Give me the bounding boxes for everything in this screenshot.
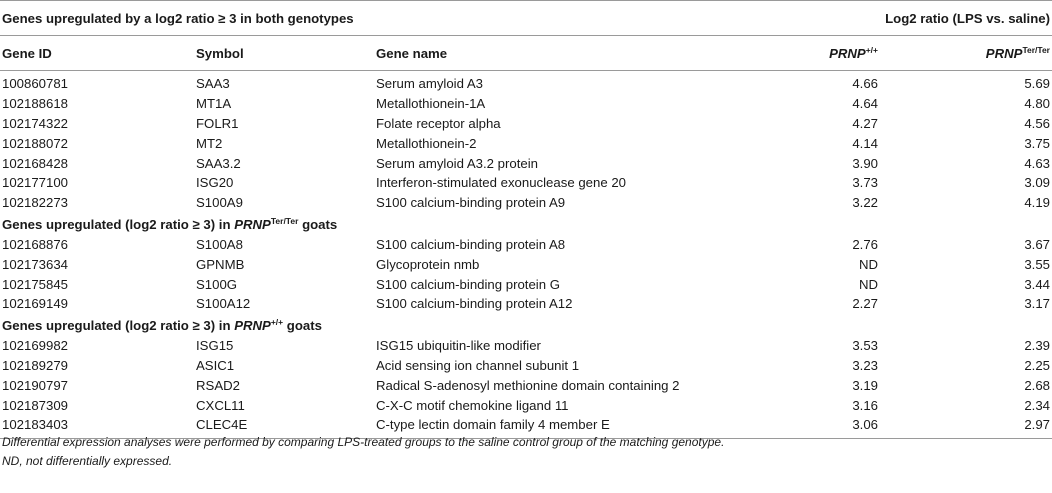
log2-wt-cell: 3.53 [852, 338, 878, 354]
gene-id-cell: 102169982 [2, 338, 69, 354]
log2-ter-cell: 2.25 [1024, 357, 1050, 373]
table-row [0, 71, 1052, 94]
log2-wt-cell: 4.14 [852, 135, 878, 151]
section-ter-title-suffix: goats [298, 216, 338, 232]
log2-ter-cell: 2.68 [1024, 377, 1050, 393]
gene-name-cell: Metallothionein-1A [376, 96, 486, 112]
table-header-top [0, 1, 1052, 36]
section-ter-title-prefix: Genes upregulated (log2 ratio ≥ 3) in [2, 216, 235, 232]
section-wt-title-row [0, 314, 1052, 336]
gene-id-cell: 102174322 [2, 115, 69, 131]
log2-ter-cell: 3.55 [1024, 256, 1050, 272]
ratio-header: Log2 ratio (LPS vs. saline) [758, 1, 1052, 36]
symbol-cell: RSAD2 [196, 377, 240, 393]
section-wt-title-suffix: goats [283, 317, 322, 333]
gene-id-cell: 102182273 [2, 195, 69, 211]
table-row [0, 94, 1052, 114]
log2-ter-cell: 2.34 [1024, 397, 1050, 413]
symbol-cell: CXCL11 [196, 397, 245, 413]
gene-name-cell: S100 calcium-binding protein A12 [376, 296, 573, 312]
log2-ter-cell: 4.19 [1024, 195, 1050, 211]
log2-wt-cell: 4.66 [852, 76, 878, 92]
table-row [0, 114, 1052, 134]
table-row [0, 336, 1052, 356]
section-wt-title-sup: +/+ [270, 316, 284, 327]
table-row [0, 193, 1052, 213]
log2-wt-cell: 2.27 [852, 296, 878, 312]
col-header-symbol: Symbol [194, 36, 374, 71]
section-ter-rows [0, 235, 1052, 314]
table-row [0, 294, 1052, 314]
log2-wt-cell: 2.76 [852, 236, 878, 252]
symbol-cell: MT1A [196, 96, 232, 112]
log2-wt-cell: 3.23 [852, 357, 878, 373]
log2-wt-cell: 4.27 [852, 115, 878, 131]
gene-id-cell: 102188618 [2, 96, 69, 112]
log2-wt-cell: ND [858, 276, 878, 292]
gene-name-cell: Metallothionein-2 [376, 135, 477, 151]
table-row [0, 173, 1052, 193]
footnote-method: Differential expression analyses were performed by comparing LPS-treated groups to the saline control group of the matching genotype. [2, 435, 725, 449]
log2-wt-cell: 3.19 [852, 377, 878, 393]
log2-ter-cell: 3.44 [1024, 276, 1050, 292]
gene-id-cell: 102173634 [2, 256, 69, 272]
log2-ter-cell: 2.97 [880, 415, 1052, 438]
gene-name-cell: Serum amyloid A3.2 protein [376, 155, 538, 171]
symbol-cell: S100A9 [196, 195, 243, 211]
col-header-prnp-wt-sup: +/+ [865, 45, 878, 55]
gene-name-cell: S100 calcium-binding protein G [376, 276, 560, 292]
section-wt-title-gene: PRNP [234, 317, 271, 333]
gene-name-cell: S100 calcium-binding protein A9 [376, 195, 566, 211]
log2-ter-cell: 3.17 [1024, 296, 1050, 312]
section-wt-rows [0, 336, 1052, 438]
log2-ter-cell: 4.56 [1024, 115, 1050, 131]
symbol-cell: S100A12 [196, 296, 251, 312]
table-title: Genes upregulated by a log2 ratio ≥ 3 in both genotypes [0, 1, 758, 36]
gene-name-cell: Radical S-adenosyl methionine domain containing 2 [376, 377, 680, 393]
table-row [0, 153, 1052, 173]
log2-ter-cell: 2.39 [1024, 338, 1050, 354]
log2-ter-cell: 4.80 [1024, 96, 1050, 112]
col-header-prnp-ter-base: PRNP [985, 46, 1023, 61]
section-wt-title [0, 314, 1052, 336]
gene-name-cell: S100 calcium-binding protein A8 [376, 236, 566, 252]
gene-name-cell: Acid sensing ion channel subunit 1 [376, 357, 580, 373]
gene-id-cell: 102168428 [2, 155, 69, 171]
table-row [0, 133, 1052, 153]
col-header-gene-name: Gene name [374, 36, 758, 71]
section-ter-title-row [0, 213, 1052, 235]
table-row [0, 254, 1052, 274]
table-row [0, 274, 1052, 294]
section-wt-header [0, 314, 1052, 336]
section-ter-title-sup: Ter/Ter [270, 215, 299, 226]
gene-name-cell: Folate receptor alpha [376, 115, 501, 131]
log2-ter-cell: 3.67 [1024, 236, 1050, 252]
gene-name-cell: C-type lectin domain family 4 member E [374, 415, 758, 438]
col-header-gene-id: Gene ID [0, 36, 194, 71]
gene-name-cell: Serum amyloid A3 [376, 76, 484, 92]
symbol-cell: GPNMB [196, 256, 245, 272]
symbol-cell: SAA3.2 [196, 155, 241, 171]
log2-wt-cell: 4.64 [852, 96, 878, 112]
table-row [0, 375, 1052, 395]
table-row [0, 235, 1052, 255]
log2-wt-cell: 3.16 [852, 397, 878, 413]
footnotes [2, 433, 724, 471]
gene-id-cell: 102169149 [2, 296, 69, 312]
symbol-cell: S100G [196, 276, 238, 292]
symbol-cell: CLEC4E [194, 415, 374, 438]
log2-ter-cell: 4.63 [1024, 155, 1050, 171]
gene-id-cell: 102183403 [0, 415, 194, 438]
gene-name-cell: C-X-C motif chemokine ligand 11 [376, 397, 569, 413]
symbol-cell: S100A8 [196, 236, 243, 252]
section-ter-title [0, 213, 1052, 235]
section-ter-header [0, 213, 1052, 235]
symbol-cell: FOLR1 [196, 115, 239, 131]
log2-wt-cell: 3.22 [852, 195, 878, 211]
symbol-cell: ASIC1 [196, 357, 235, 373]
table-row [0, 395, 1052, 415]
col-header-prnp-wt [758, 36, 880, 71]
log2-ter-cell: 3.75 [1024, 135, 1050, 151]
log2-wt-cell: 3.73 [852, 175, 878, 191]
gene-name-cell: Interferon-stimulated exonuclease gene 20 [376, 175, 626, 191]
gene-id-cell: 102168876 [2, 236, 69, 252]
log2-wt-cell: 3.90 [852, 155, 878, 171]
gene-id-cell: 102189279 [2, 357, 69, 373]
log2-wt-cell: 3.06 [758, 415, 880, 438]
footnote-nd: ND, not differentially expressed. [2, 454, 173, 468]
symbol-cell: SAA3 [196, 76, 230, 92]
table-row [0, 356, 1052, 376]
section-wt-title-prefix: Genes upregulated (log2 ratio ≥ 3) in [2, 317, 235, 333]
gene-id-cell: 102188072 [2, 135, 69, 151]
section-ter-title-gene: PRNP [234, 216, 271, 232]
gene-id-cell: 102187309 [2, 397, 69, 413]
log2-ter-cell: 5.69 [1024, 76, 1050, 92]
symbol-cell: ISG15 [196, 338, 234, 354]
gene-id-cell: 102190797 [2, 377, 69, 393]
gene-name-cell: Glycoprotein nmb [376, 256, 480, 272]
col-header-prnp-ter [880, 36, 1052, 71]
gene-id-cell: 102177100 [2, 175, 69, 191]
log2-wt-cell: ND [858, 256, 878, 272]
log2-ter-cell: 3.09 [1024, 175, 1050, 191]
gene-id-cell: 102175845 [2, 276, 69, 292]
symbol-cell: MT2 [196, 135, 223, 151]
symbol-cell: ISG20 [196, 175, 234, 191]
column-header-row [0, 36, 1052, 71]
col-header-prnp-wt-base: PRNP [829, 46, 866, 61]
section-both-genotypes [0, 71, 1052, 213]
gene-name-cell: ISG15 ubiquitin-like modifier [376, 338, 541, 354]
gene-id-cell: 100860781 [2, 76, 69, 92]
col-header-prnp-ter-sup: Ter/Ter [1022, 45, 1050, 55]
